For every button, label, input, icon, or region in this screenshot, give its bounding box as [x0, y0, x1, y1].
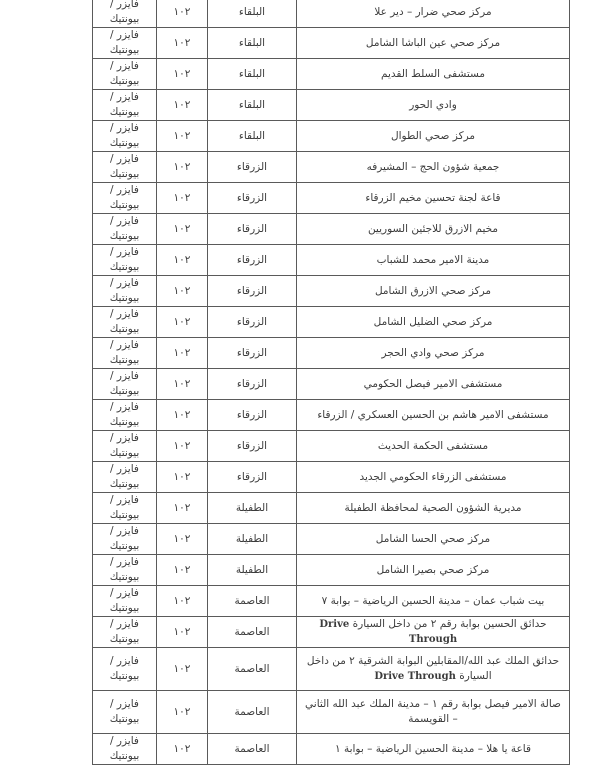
age-cell: ١٠٢ [157, 90, 208, 121]
table-row [93, 59, 570, 90]
vaccine-cell: فايزر / بيونتيك [93, 338, 157, 369]
age-cell: ١٠٢ [157, 462, 208, 493]
table-row [93, 648, 570, 691]
vaccine-cell: فايزر / بيونتيك [93, 152, 157, 183]
table-row [93, 431, 570, 462]
vaccine-cell: فايزر / بيونتيك [93, 431, 157, 462]
table-row [93, 462, 570, 493]
site-cell: مركز صحي عين الباشا الشامل [297, 28, 570, 59]
governorate-cell: الطفيلة [208, 493, 297, 524]
table-row [93, 586, 570, 617]
vaccine-cell: فايزر / بيونتيك [93, 369, 157, 400]
vaccine-cell: فايزر / بيونتيك [93, 462, 157, 493]
site-cell: مركز صحي بصيرا الشامل [297, 555, 570, 586]
table-row [93, 152, 570, 183]
site-cell: جمعية شؤون الحج – المشيرفه [297, 152, 570, 183]
age-cell: ١٠٢ [157, 555, 208, 586]
governorate-cell: العاصمة [208, 617, 297, 648]
vaccine-cell: فايزر / بيونتيك [93, 59, 157, 90]
site-cell: مستشفى السلط القديم [297, 59, 570, 90]
governorate-cell: الزرقاء [208, 338, 297, 369]
governorate-cell: الزرقاء [208, 183, 297, 214]
age-cell: ١٠٢ [157, 183, 208, 214]
governorate-cell: الزرقاء [208, 214, 297, 245]
age-cell: ١٠٢ [157, 734, 208, 765]
table-row [93, 121, 570, 152]
age-cell: ١٠٢ [157, 307, 208, 338]
governorate-cell: الزرقاء [208, 307, 297, 338]
site-cell: مستشفى الحكمة الحديث [297, 431, 570, 462]
governorate-cell: العاصمة [208, 586, 297, 617]
vaccine-cell: فايزر / بيونتيك [93, 617, 157, 648]
site-cell: مخيم الازرق للاجئين السوريين [297, 214, 570, 245]
drive-through-label: Drive Through [319, 619, 458, 645]
site-cell: مستشفى الامير هاشم بن الحسين العسكري / الزرقاء [297, 400, 570, 431]
table-row [93, 28, 570, 59]
table-row [93, 734, 570, 765]
age-cell: ١٠٢ [157, 245, 208, 276]
table-row [93, 183, 570, 214]
age-cell: ١٠٢ [157, 59, 208, 90]
site-cell: مركز صحي ضرار – دير علا [297, 0, 570, 28]
governorate-cell: البلقاء [208, 28, 297, 59]
site-cell: صالة الامير فيصل بوابة رقم ١ – مدينة الملك عبد الله الثاني – القويسمة [297, 691, 570, 734]
governorate-cell: العاصمة [208, 734, 297, 765]
table-row [93, 617, 570, 648]
governorate-cell: البلقاء [208, 90, 297, 121]
site-cell [297, 617, 570, 648]
table-row [93, 90, 570, 121]
age-cell: ١٠٢ [157, 121, 208, 152]
table-row [93, 555, 570, 586]
governorate-cell: الزرقاء [208, 462, 297, 493]
table-row [93, 493, 570, 524]
table-row [93, 400, 570, 431]
vaccine-cell: فايزر / بيونتيك [93, 400, 157, 431]
vaccine-cell: فايزر / بيونتيك [93, 276, 157, 307]
governorate-cell: الزرقاء [208, 400, 297, 431]
vaccine-cell: فايزر / بيونتيك [93, 90, 157, 121]
age-cell: ١٠٢ [157, 431, 208, 462]
site-cell: قاعة لجنة تحسين مخيم الزرقاء [297, 183, 570, 214]
governorate-cell: الزرقاء [208, 245, 297, 276]
site-text: حدائق الحسين بوابة رقم ٢ من داخل السيارة [352, 618, 547, 630]
age-cell: ١٠٢ [157, 152, 208, 183]
governorate-cell: الزرقاء [208, 152, 297, 183]
vaccine-cell: فايزر / بيونتيك [93, 586, 157, 617]
age-cell: ١٠٢ [157, 0, 208, 28]
age-cell: ١٠٢ [157, 28, 208, 59]
governorate-cell: العاصمة [208, 691, 297, 734]
site-cell: مركز صحي الحسا الشامل [297, 524, 570, 555]
age-cell: ١٠٢ [157, 338, 208, 369]
governorate-cell: البلقاء [208, 0, 297, 28]
governorate-cell: الزرقاء [208, 431, 297, 462]
site-cell: مركز صحي الطوال [297, 121, 570, 152]
vaccine-cell: فايزر / بيونتيك [93, 648, 157, 691]
vaccine-cell: فايزر / بيونتيك [93, 555, 157, 586]
age-cell: ١٠٢ [157, 524, 208, 555]
table-row [93, 0, 570, 28]
vaccine-cell: فايزر / بيونتيك [93, 0, 157, 28]
site-cell: وادي الحور [297, 90, 570, 121]
governorate-cell: الطفيلة [208, 555, 297, 586]
governorate-cell: الطفيلة [208, 524, 297, 555]
age-cell: ١٠٢ [157, 276, 208, 307]
governorate-cell: العاصمة [208, 648, 297, 691]
age-cell: ١٠٢ [157, 493, 208, 524]
age-cell: ١٠٢ [157, 586, 208, 617]
vaccine-cell: فايزر / بيونتيك [93, 183, 157, 214]
drive-through-label: Drive Through [374, 671, 456, 682]
table-row [93, 524, 570, 555]
age-cell: ١٠٢ [157, 617, 208, 648]
table-row [93, 369, 570, 400]
site-cell [297, 648, 570, 691]
vaccine-cell: فايزر / بيونتيك [93, 245, 157, 276]
vaccine-cell: فايزر / بيونتيك [93, 734, 157, 765]
age-cell: ١٠٢ [157, 214, 208, 245]
table-row [93, 307, 570, 338]
site-cell: مديرية الشؤون الصحية لمحافظة الطفيلة [297, 493, 570, 524]
governorate-cell: البلقاء [208, 121, 297, 152]
age-cell: ١٠٢ [157, 369, 208, 400]
site-cell: مستشفى الامير فيصل الحكومي [297, 369, 570, 400]
vaccine-cell: فايزر / بيونتيك [93, 493, 157, 524]
governorate-cell: الزرقاء [208, 276, 297, 307]
vaccine-cell: فايزر / بيونتيك [93, 524, 157, 555]
site-cell: مركز صحي الضليل الشامل [297, 307, 570, 338]
table-row [93, 245, 570, 276]
table-row [93, 691, 570, 734]
site-text: حدائق الملك عبد الله/المقابلين البوابة الشرقية ٢ من داخل السيارة [306, 655, 560, 682]
vaccine-cell: فايزر / بيونتيك [93, 214, 157, 245]
table-row [93, 276, 570, 307]
table-row [93, 214, 570, 245]
vaccine-cell: فايزر / بيونتيك [93, 307, 157, 338]
site-cell: مركز صحي الازرق الشامل [297, 276, 570, 307]
vaccine-cell: فايزر / بيونتيك [93, 28, 157, 59]
site-cell: قاعة يا هلا – مدينة الحسين الرياضية – بوابة ١ [297, 734, 570, 765]
site-cell: مستشفى الزرقاء الحكومي الجديد [297, 462, 570, 493]
governorate-cell: البلقاء [208, 59, 297, 90]
site-cell: بيت شباب عمان – مدينة الحسين الرياضية – بوابة ٧ [297, 586, 570, 617]
vaccine-cell: فايزر / بيونتيك [93, 121, 157, 152]
age-cell: ١٠٢ [157, 691, 208, 734]
vaccination-sites-table [92, 0, 570, 765]
governorate-cell: الزرقاء [208, 369, 297, 400]
age-cell: ١٠٢ [157, 648, 208, 691]
site-cell: مركز صحي وادي الحجر [297, 338, 570, 369]
vaccine-cell: فايزر / بيونتيك [93, 691, 157, 734]
site-cell: مدينة الامير محمد للشباب [297, 245, 570, 276]
age-cell: ١٠٢ [157, 400, 208, 431]
vaccination-sites-table-container [92, 0, 570, 765]
table-row [93, 338, 570, 369]
